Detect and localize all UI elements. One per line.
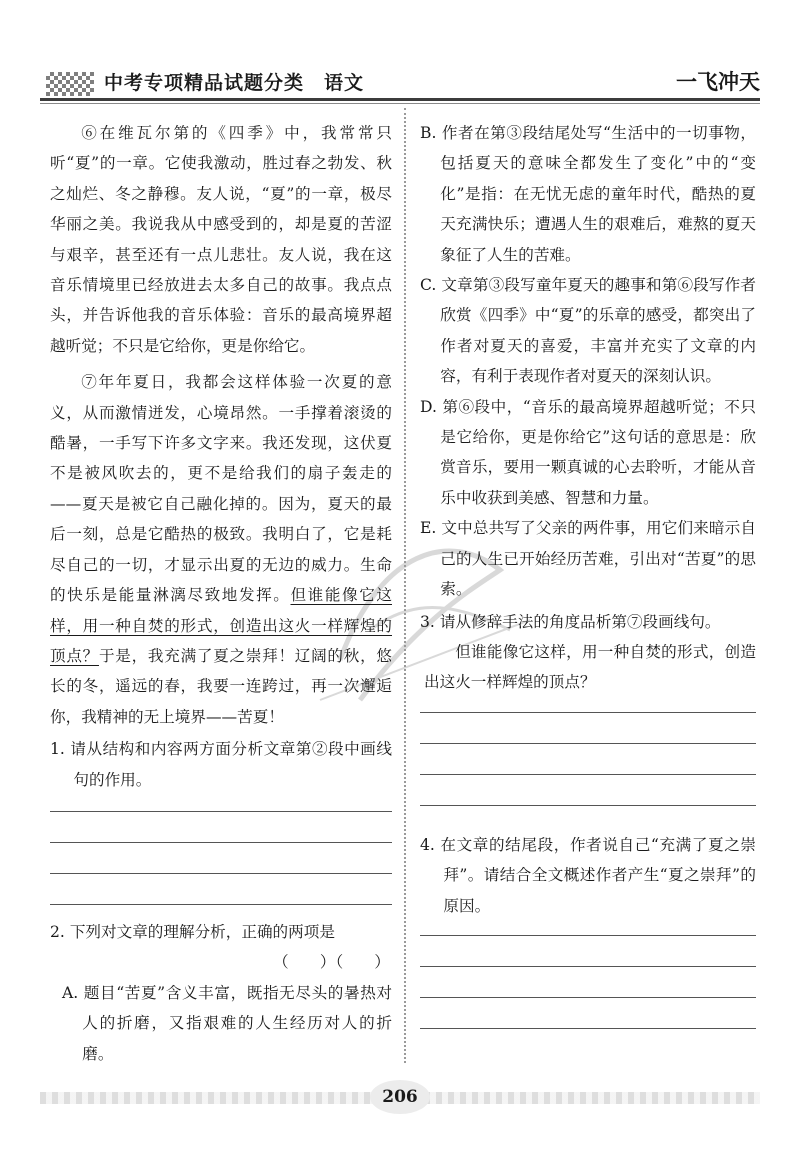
right-column <box>420 118 756 1029</box>
header-divider <box>40 98 760 101</box>
question-3-quote: 但谁能像它这样，用一种自焚的形式，创造出这火一样辉煌的顶点？ <box>424 642 756 692</box>
left-column <box>50 118 392 1069</box>
paragraph-7 <box>50 367 392 732</box>
checker-pattern-icon <box>46 72 94 96</box>
question-3: 3. 请从修辞手法的角度品析第⑦段画线句。 <box>420 612 721 631</box>
option-b: B. 作者在第③段结尾处写“生活中的一切事物，包括夏天的意味全都发生了变化”中的“变化”是指：在无忧无虑的童年时代，酷热的夏天充满快乐；遭遇人生的艰难后，难熬的夏天象征了人生的苦难。 <box>420 124 756 264</box>
question-4: 4. 在文章的结尾段，作者说自己“充满了夏之崇拜”。请结合全文概述作者产生“夏之崇拜”的原因。 <box>420 835 756 915</box>
option-c: C. 文章第③段写童年夏天的趣事和第⑥段写作者欣赏《四季》中“夏”的乐章的感受，都突出了作者对夏天的喜爱，丰富并充实了文章的内容，有利于表现作者对夏天的深刻认识。 <box>420 276 756 386</box>
page-footer <box>40 1080 760 1120</box>
column-divider <box>404 108 406 1063</box>
paragraph-6: ⑥在维瓦尔第的《四季》中，我常常只听“夏”的一章。它使我激动，胜过春之勃发、秋之灿烂、冬之静穆。友人说，“夏”的一章，极尽华丽之美。我说我从中感受到的，却是夏的苦涩与艰辛，甚至还有一点儿悲壮。友人说，我在这音乐情境里已经放进去太多自己的故事。我点点头，并告诉他我的音乐体验：音乐的最高境界超越听觉；不只是它给你，更是你给它。 <box>50 124 392 355</box>
option-e: E. 文中总共写了父亲的两件事，用它们来暗示自己的人生已开始经历苦难，引出对“苦夏”的思索。 <box>420 519 756 599</box>
question-1: 1. 请从结构和内容两方面分析文章第②段中画线句的作用。 <box>50 740 392 789</box>
page-number: 206 <box>370 1080 430 1114</box>
header-logo <box>40 70 96 98</box>
option-d: D. 第⑥段中，“音乐的最高境界超越听觉；不只是它给你，更是你给它”这句话的意思是：欣赏音乐，要用一颗真诚的心去聆听，才能从音乐中收获到美感、智慧和力量。 <box>420 397 756 507</box>
answer-parentheses[interactable]: （ ）（ ） <box>273 953 390 972</box>
page-header <box>40 62 760 102</box>
header-divider-thin <box>40 103 760 104</box>
paragraph-7-text-b: 于是，我充满了夏之崇拜！辽阔的秋，悠长的冬，遥远的春，我要一连跨过，再一次邂逅你，我精神的无上境界——苦夏！ <box>50 646 392 726</box>
underlined-sentence: 但谁能像它这样，用一种自焚的形式，创造出这火一样辉煌的顶点？ <box>50 586 392 665</box>
book-title: 中考专项精品试题分类 语文 <box>104 72 365 94</box>
answer-line[interactable] <box>420 1028 756 1029</box>
question-2: 2. 下列对文章的理解分析，正确的两项是 <box>50 922 335 941</box>
option-a: A. 题目“苦夏”含义丰富，既指无尽头的暑热对人的折磨，又指艰难的人生经历对人的折磨。 <box>62 983 392 1063</box>
paragraph-7-text-a: ⑦年年夏日，我都会这样体验一次夏的意义，从而激情迸发，心境昂然。一手撑着滚烫的酷暑，一手写下许多文字来。我还发现，这伏夏不是被风吹去的，更不是给我们的扇子轰走的——夏天是被它自己融化掉的。因为，夏天的最后一刻，总是它酷热的极致。我明白了，它是耗尽自己的一切，才显示出夏的无边的威力。生命的快乐是能量淋漓尽致地发挥。 <box>50 373 392 605</box>
brand-logo-text: 一飞冲天 <box>676 70 760 94</box>
